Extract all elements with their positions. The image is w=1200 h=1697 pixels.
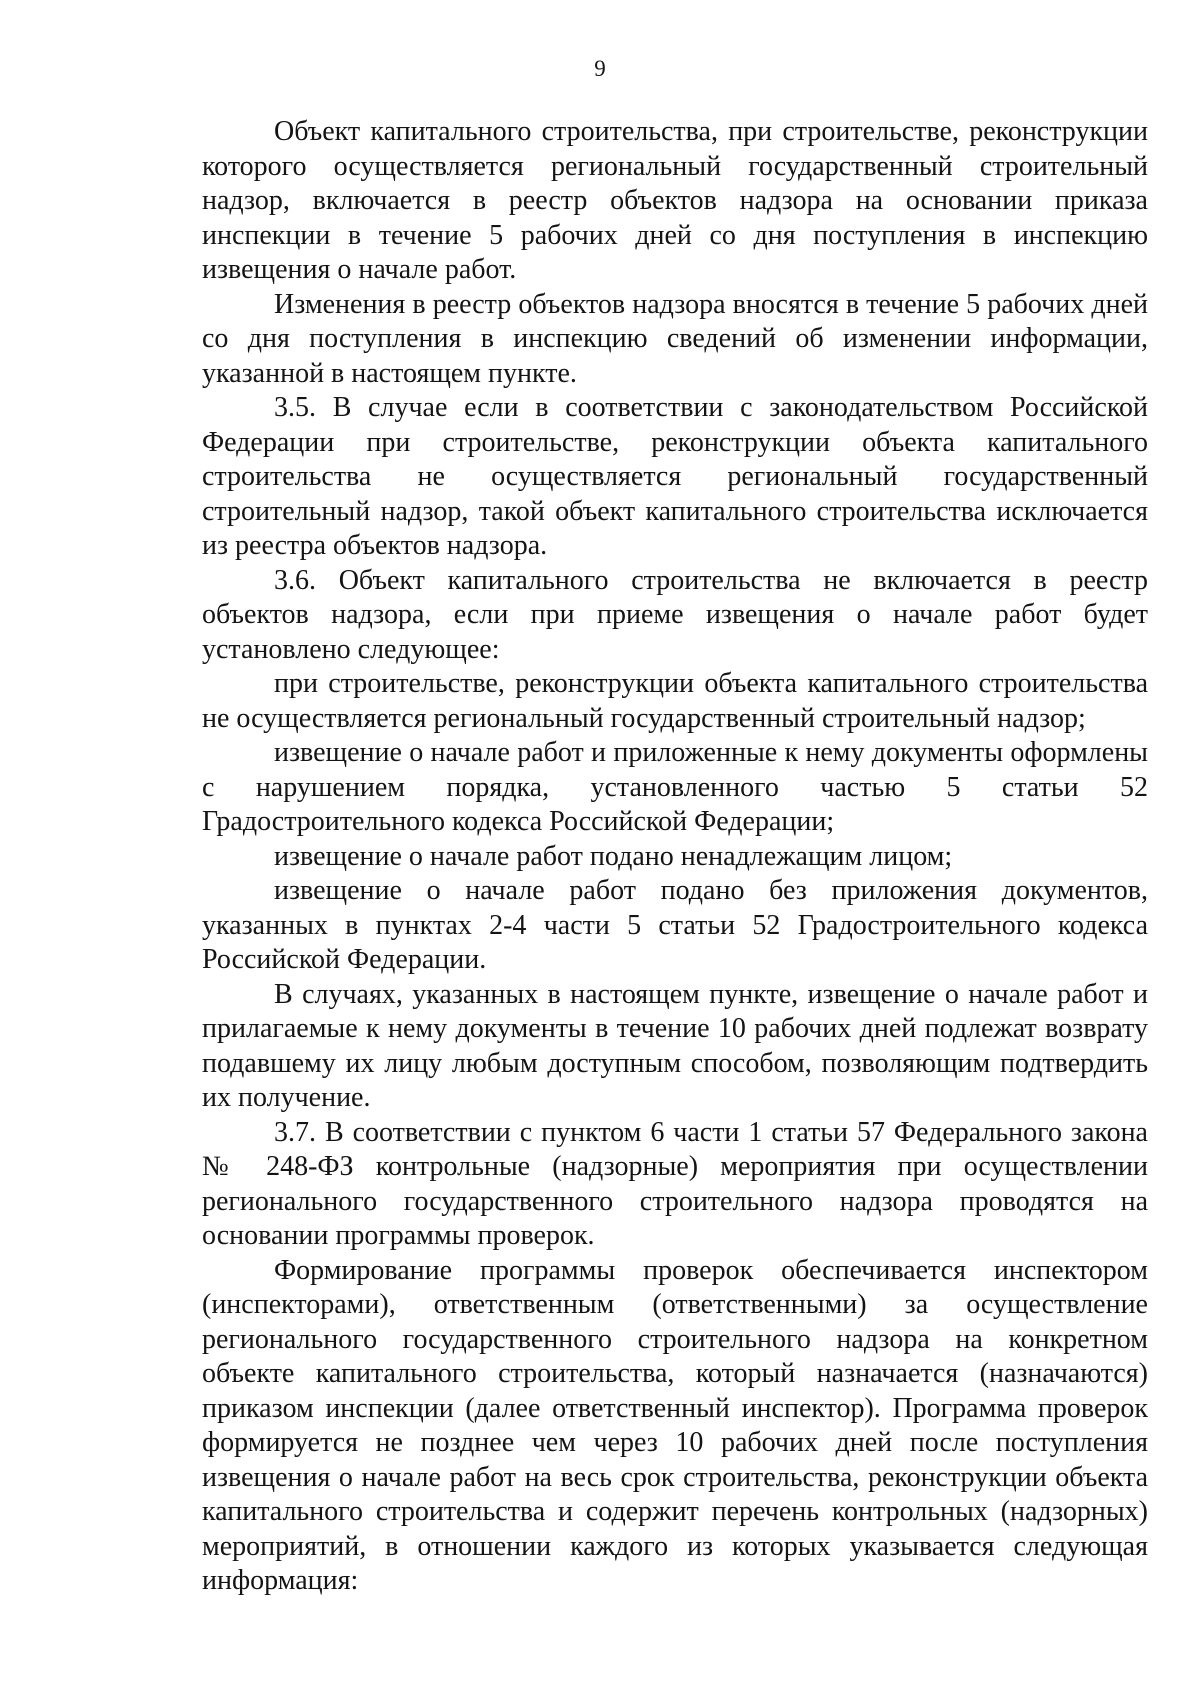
- paragraph-inspection-program: Формирование программы проверок обеспечивается инспектором (инспекторами), ответственным (ответственными) за осуществление регионального государственного строительного надзора на конкретном объекте капитального строительства, который назначается (назначаются) приказом инспекции (далее ответственный инспектор). Программа проверок формируется не позднее чем через 10 рабочих дней после поступления извещения о начале работ на весь срок строительства, реконструкции объекта капитального строительства и содержит перечень контрольных (надзорных) мероприятий, в отношении каждого из которых указывается следующая информация:: [202, 1254, 1148, 1596]
- paragraph-return-documents: В случаях, указанных в настоящем пункте, извещение о начале работ и прилагаемые к нему документы в течение 10 рабочих дней подлежат возврату подавшему их лицу любым доступным способом, позволяющим подтвердить их получение.: [202, 978, 1148, 1113]
- paragraph-registry-inclusion: Объект капитального строительства, при строительстве, реконструкции которого осуществляется региональный государственный строительный надзор, включается в реестр объектов надзора на основании приказа инспекции в течение 5 рабочих дней со дня поступления в инспекцию извещения о начале работ.: [202, 116, 1148, 285]
- paragraph-registry-changes: Изменения в реестр объектов надзора вносятся в течение 5 рабочих дней со дня поступления в инспекцию сведений об изменении информации, указанной в настоящем пункте.: [202, 288, 1148, 389]
- paragraph-clause-3-6: 3.6. Объект капитального строительства не включается в реестр объектов надзора, если при приеме извещения о начале работ будет установлено следующее:: [202, 564, 1148, 665]
- list-item-missing-documents: извещение о начале работ подано без приложения документов, указанных в пунктах 2-4 части 5 статьи 52 Градостроительного кодекса Российской Федерации.: [202, 875, 1148, 975]
- paragraph-clause-3-5: 3.5. В случае если в соответствии с законодательством Российской Федерации при строительстве, реконструкции объекта капитального строительства не осуществляется региональный государственный строительный надзор, такой объект капитального строительства исключается из реестра объектов надзора.: [202, 392, 1148, 561]
- list-item-no-supervision: при строительстве, реконструкции объекта капитального строительства не осуществляется региональный государственный строительный надзор;: [202, 668, 1148, 734]
- document-body: [202, 115, 1148, 1599]
- list-item-procedure-violation: извещение о начале работ и приложенные к нему документы оформлены с нарушением порядка, установленного частью 5 статьи 52 Градостроительного кодекса Российской Федерации;: [202, 737, 1148, 837]
- page-number: 9: [594, 56, 606, 81]
- list-item-improper-person: извещение о начале работ подано ненадлежащим лицом;: [274, 840, 953, 872]
- paragraph-clause-3-7: 3.7. В соответствии с пунктом 6 части 1 статьи 57 Федерального закона № 248-ФЗ контрольные (надзорные) мероприятия при осуществлении регионального государственного строительного надзора проводятся на основании программы проверок.: [202, 1116, 1148, 1251]
